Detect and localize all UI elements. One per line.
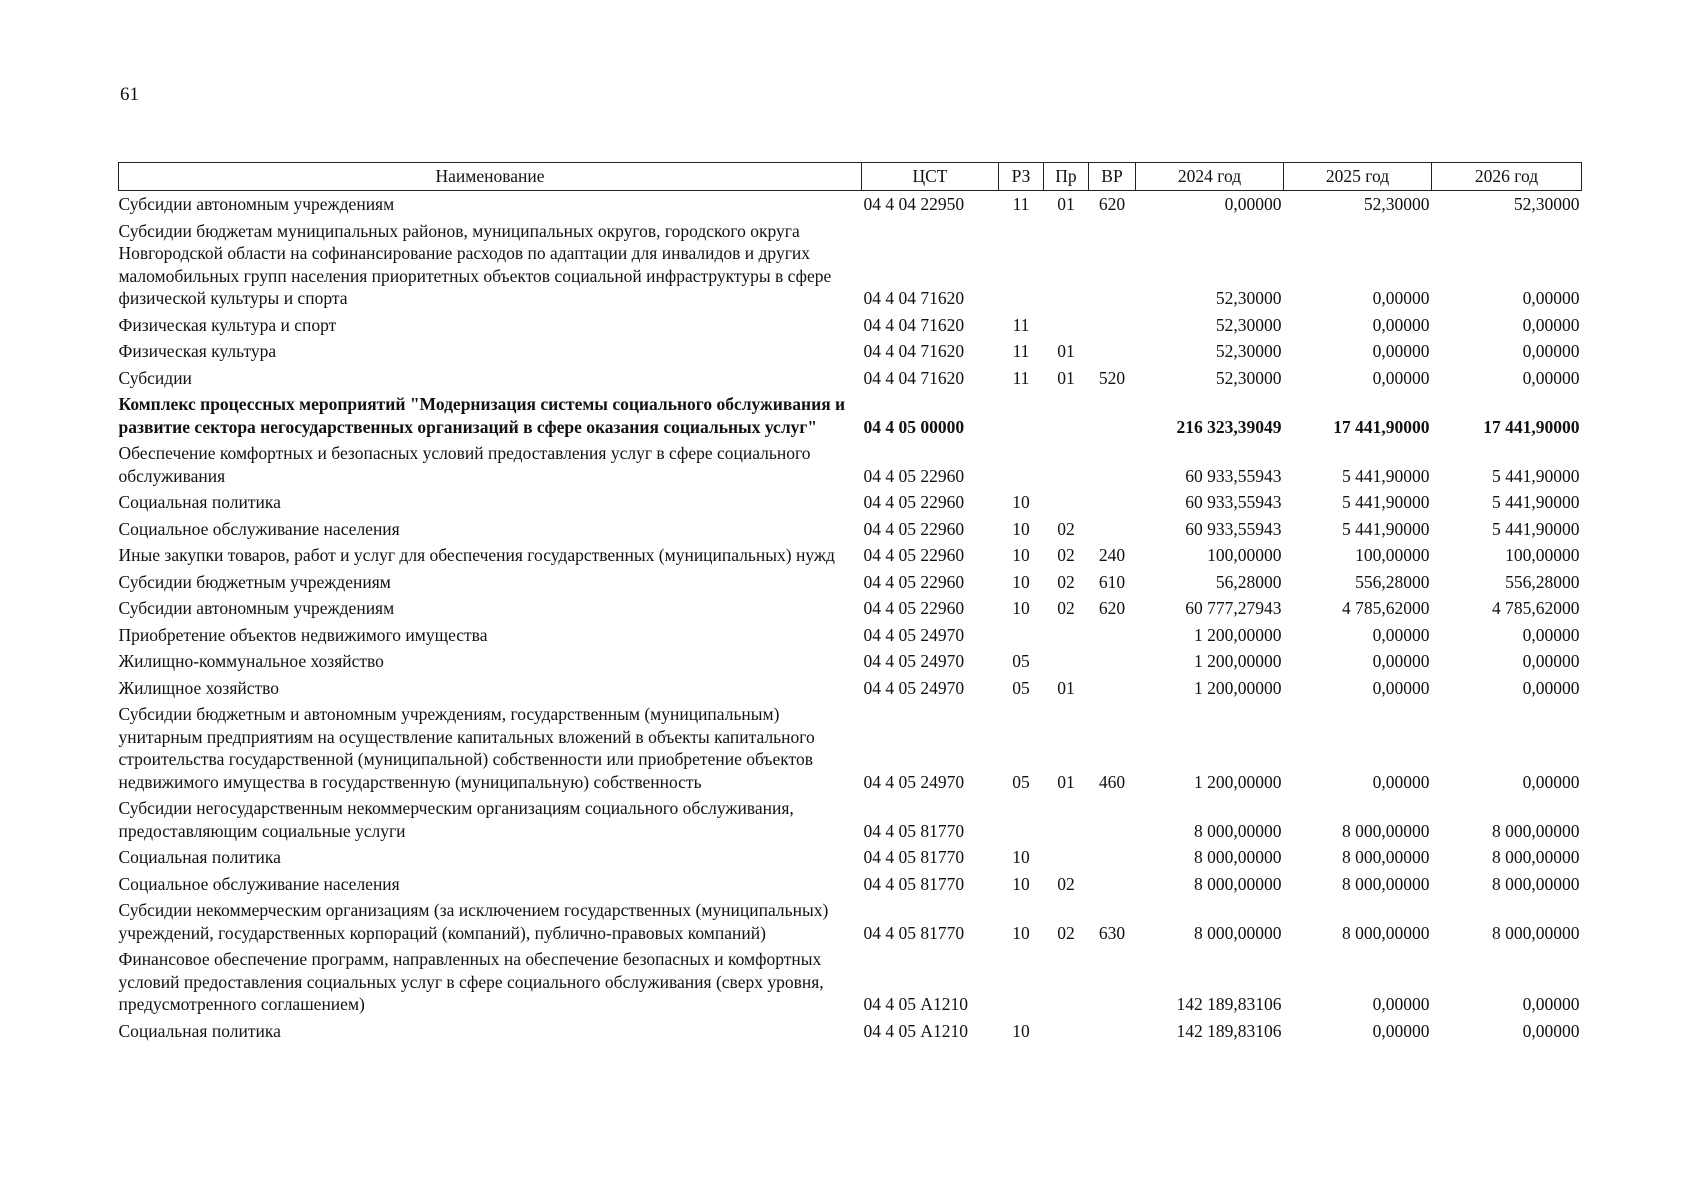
row-name: Жилищное хозяйство <box>118 677 280 698</box>
table-row <box>119 391 1582 440</box>
row-pr: 01 <box>1057 367 1075 388</box>
row-value-2026: 4 785,62000 <box>1492 598 1580 618</box>
header-2026: 2026 год <box>1432 163 1582 191</box>
header-vr: ВР <box>1089 163 1136 191</box>
row-cst: 04 4 04 71620 <box>863 314 965 335</box>
row-vr: 620 <box>1098 598 1126 618</box>
table-row <box>119 648 1582 675</box>
row-name: Субсидии бюджетным учреждениям <box>118 571 391 592</box>
row-rz: 05 <box>1012 651 1030 671</box>
row-vr <box>1089 675 1136 702</box>
table-row <box>119 701 1582 795</box>
row-vr: 240 <box>1098 545 1126 565</box>
row-value-2025: 0,00000 <box>1372 341 1430 361</box>
row-value-2024: 60 777,27943 <box>1185 598 1282 618</box>
table-row <box>119 1018 1582 1045</box>
row-value-2026: 100,00000 <box>1505 545 1580 565</box>
row-vr: 630 <box>1098 922 1126 943</box>
row-vr <box>1089 516 1136 543</box>
row-rz: 11 <box>1012 367 1030 388</box>
table-row <box>119 312 1582 339</box>
row-rz: 10 <box>1012 598 1030 618</box>
row-rz: 10 <box>1012 571 1030 592</box>
table-row <box>119 489 1582 516</box>
row-cst: 04 4 05 22960 <box>863 545 965 565</box>
row-value-2024: 0,00000 <box>1224 194 1282 214</box>
row-cst: 04 4 05 00000 <box>863 416 965 437</box>
row-value-2026: 0,00000 <box>1522 341 1580 361</box>
row-value-2026: 0,00000 <box>1522 314 1580 335</box>
row-name: Социальная политика <box>118 1020 281 1041</box>
row-cst: 04 4 05 А1210 <box>863 994 969 1014</box>
row-value-2025: 0,00000 <box>1372 994 1430 1014</box>
row-value-2026: 5 441,90000 <box>1492 465 1580 486</box>
row-rz <box>999 622 1044 649</box>
row-cst: 04 4 05 22960 <box>863 598 965 618</box>
row-value-2024: 1 200,00000 <box>1194 771 1282 792</box>
row-cst: 04 4 05 81770 <box>863 922 965 943</box>
row-rz: 11 <box>1012 341 1030 361</box>
row-name: Субсидии бюджетам муниципальных районов, муниципальных округов, городского округа Новгородской области на софинансирование расходов по адаптации для инвалидов и других маломобильных групп населения приоритетных объектов социальной инфраструктуры в сфере физической культуры и спорта <box>118 220 832 308</box>
row-value-2026: 0,00000 <box>1522 288 1580 308</box>
row-name: Субсидии автономным учреждениям <box>118 598 395 618</box>
row-name: Иные закупки товаров, работ и услуг для обеспечения государственных (муниципальных) нужд <box>118 545 835 565</box>
row-pr <box>1044 440 1089 489</box>
row-value-2026: 0,00000 <box>1522 367 1580 388</box>
row-rz: 10 <box>1012 518 1030 539</box>
row-cst: 04 4 05 22960 <box>863 465 965 486</box>
row-value-2026: 52,30000 <box>1513 194 1580 214</box>
header-cst: ЦСТ <box>862 163 999 191</box>
row-pr: 02 <box>1057 571 1075 592</box>
row-value-2026: 8 000,00000 <box>1492 873 1580 894</box>
row-name: Социальное обслуживание населения <box>118 873 400 894</box>
row-pr <box>1044 218 1089 312</box>
table-row <box>119 795 1582 844</box>
row-rz: 05 <box>1012 771 1030 792</box>
header-name: Наименование <box>119 163 862 191</box>
row-value-2025: 0,00000 <box>1372 1020 1430 1041</box>
row-pr <box>1044 946 1089 1018</box>
row-pr: 02 <box>1057 545 1075 565</box>
row-name: Комплекс процессных мероприятий "Модернизация системы социального обслуживания и развитие сектора негосударственных организаций в сфере оказания социальных услуг" <box>118 394 846 437</box>
row-vr: 520 <box>1098 367 1126 388</box>
row-pr <box>1044 312 1089 339</box>
row-pr: 01 <box>1057 677 1075 698</box>
row-pr: 02 <box>1057 873 1075 894</box>
row-name: Субсидии <box>118 367 192 388</box>
row-value-2024: 8 000,00000 <box>1194 873 1282 894</box>
row-pr <box>1044 1018 1089 1045</box>
row-value-2025: 0,00000 <box>1372 314 1430 335</box>
row-pr: 02 <box>1057 598 1075 618</box>
row-value-2025: 0,00000 <box>1372 771 1430 792</box>
row-value-2024: 52,30000 <box>1215 314 1282 335</box>
row-rz: 10 <box>1012 492 1030 512</box>
row-name: Приобретение объектов недвижимого имущества <box>118 624 488 645</box>
row-cst: 04 4 05 22960 <box>863 571 965 592</box>
table-row <box>119 569 1582 596</box>
row-rz: 11 <box>1012 314 1030 335</box>
row-rz <box>999 946 1044 1018</box>
row-name: Субсидии автономным учреждениям <box>118 194 395 214</box>
row-name: Жилищно-коммунальное хозяйство <box>118 651 384 671</box>
table-row <box>119 897 1582 946</box>
row-vr <box>1089 844 1136 871</box>
row-value-2024: 1 200,00000 <box>1194 677 1282 698</box>
table-row <box>119 542 1582 569</box>
row-value-2026: 8 000,00000 <box>1492 847 1580 867</box>
row-vr <box>1089 338 1136 365</box>
row-rz <box>999 218 1044 312</box>
row-name: Обеспечение комфортных и безопасных условий предоставления услуг в сфере социального обслуживания <box>118 443 811 486</box>
row-cst: 04 4 04 71620 <box>863 288 965 308</box>
row-vr <box>1089 489 1136 516</box>
table-row <box>119 595 1582 622</box>
row-value-2024: 60 933,55943 <box>1185 465 1282 486</box>
row-value-2025: 0,00000 <box>1372 677 1430 698</box>
row-value-2026: 0,00000 <box>1522 771 1580 792</box>
table-row <box>119 338 1582 365</box>
row-rz <box>999 391 1044 440</box>
header-2025: 2025 год <box>1284 163 1432 191</box>
row-vr: 620 <box>1098 194 1126 214</box>
row-pr <box>1044 795 1089 844</box>
row-value-2025: 8 000,00000 <box>1342 820 1430 841</box>
row-pr <box>1044 391 1089 440</box>
row-vr: 610 <box>1098 571 1126 592</box>
row-vr <box>1089 440 1136 489</box>
table-header-row <box>119 163 1582 191</box>
row-name: Социальное обслуживание населения <box>118 518 400 539</box>
row-vr <box>1089 946 1136 1018</box>
table-row <box>119 365 1582 392</box>
row-name: Субсидии некоммерческим организациям (за исключением государственных (муниципальных) учреждений, государственных корпораций (компаний), публично-правовых компаний) <box>118 900 829 943</box>
row-vr <box>1089 648 1136 675</box>
row-name: Субсидии негосударственным некоммерческим организациям социального обслуживания, предоставляющим социальные услуги <box>118 798 794 841</box>
row-value-2025: 8 000,00000 <box>1342 847 1430 867</box>
row-rz: 05 <box>1012 677 1030 698</box>
row-cst: 04 4 05 22960 <box>863 492 965 512</box>
row-value-2026: 5 441,90000 <box>1492 492 1580 512</box>
table-row <box>119 946 1582 1018</box>
row-value-2025: 556,28000 <box>1355 571 1430 592</box>
row-pr: 01 <box>1057 771 1075 792</box>
row-value-2024: 8 000,00000 <box>1194 922 1282 943</box>
row-vr <box>1089 795 1136 844</box>
row-value-2024: 56,28000 <box>1215 571 1282 592</box>
row-value-2026: 0,00000 <box>1522 1020 1580 1041</box>
row-value-2024: 8 000,00000 <box>1194 820 1282 841</box>
header-2024: 2024 год <box>1136 163 1284 191</box>
row-value-2024: 52,30000 <box>1215 341 1282 361</box>
row-cst: 04 4 05 81770 <box>863 847 965 867</box>
page-number: 61 <box>120 84 139 105</box>
header-rz: РЗ <box>999 163 1044 191</box>
row-cst: 04 4 04 71620 <box>863 341 965 361</box>
row-cst: 04 4 04 71620 <box>863 367 965 388</box>
table-body <box>119 191 1582 1045</box>
row-value-2025: 5 441,90000 <box>1342 465 1430 486</box>
row-name: Физическая культура <box>118 341 277 361</box>
table-row <box>119 440 1582 489</box>
table-row <box>119 516 1582 543</box>
table-row <box>119 191 1582 218</box>
row-value-2025: 8 000,00000 <box>1342 873 1430 894</box>
row-value-2026: 556,28000 <box>1505 571 1580 592</box>
row-pr <box>1044 622 1089 649</box>
row-value-2025: 17 441,90000 <box>1333 416 1430 437</box>
row-value-2025: 0,00000 <box>1372 288 1430 308</box>
row-pr: 02 <box>1057 518 1075 539</box>
row-rz: 10 <box>1012 545 1030 565</box>
row-value-2025: 4 785,62000 <box>1342 598 1430 618</box>
row-value-2026: 17 441,90000 <box>1483 416 1580 437</box>
row-value-2024: 1 200,00000 <box>1194 651 1282 671</box>
row-value-2025: 0,00000 <box>1372 651 1430 671</box>
header-pr: Пр <box>1044 163 1089 191</box>
row-rz <box>999 440 1044 489</box>
row-rz <box>999 795 1044 844</box>
row-cst: 04 4 05 81770 <box>863 873 965 894</box>
row-cst: 04 4 04 22950 <box>863 194 965 214</box>
row-value-2026: 0,00000 <box>1522 677 1580 698</box>
row-value-2024: 52,30000 <box>1215 367 1282 388</box>
row-pr <box>1044 844 1089 871</box>
row-value-2026: 0,00000 <box>1522 994 1580 1014</box>
budget-table <box>118 162 1582 1044</box>
row-value-2025: 5 441,90000 <box>1342 492 1430 512</box>
row-pr <box>1044 648 1089 675</box>
table-row <box>119 871 1582 898</box>
row-pr: 01 <box>1057 341 1075 361</box>
row-value-2024: 60 933,55943 <box>1185 518 1282 539</box>
row-name: Социальная политика <box>118 492 281 512</box>
row-name: Субсидии бюджетным и автономным учреждениям, государственным (муниципальным) унитарным предприятиям на осуществление капитальных вложений в объекты капитального строительства государственной (муниципальной) собственности или приобретение объектов недвижимого имущества в государственную (муниципальную) собственность <box>118 704 815 792</box>
row-rz: 11 <box>1012 194 1030 214</box>
row-value-2025: 0,00000 <box>1372 367 1430 388</box>
row-value-2025: 52,30000 <box>1363 194 1430 214</box>
row-value-2024: 1 200,00000 <box>1194 624 1282 645</box>
table-row <box>119 622 1582 649</box>
table-row <box>119 218 1582 312</box>
row-value-2026: 8 000,00000 <box>1492 922 1580 943</box>
row-value-2024: 8 000,00000 <box>1194 847 1282 867</box>
row-value-2025: 5 441,90000 <box>1342 518 1430 539</box>
row-vr <box>1089 218 1136 312</box>
row-vr <box>1089 1018 1136 1045</box>
table-row <box>119 844 1582 871</box>
row-rz: 10 <box>1012 873 1030 894</box>
row-name: Физическая культура и спорт <box>118 314 337 335</box>
row-rz: 10 <box>1012 1020 1030 1041</box>
row-value-2026: 0,00000 <box>1522 624 1580 645</box>
table-row <box>119 675 1582 702</box>
row-rz: 10 <box>1012 847 1030 867</box>
row-cst: 04 4 05 24970 <box>863 677 965 698</box>
row-vr <box>1089 391 1136 440</box>
row-value-2026: 5 441,90000 <box>1492 518 1580 539</box>
row-cst: 04 4 05 А1210 <box>863 1020 969 1041</box>
row-vr <box>1089 312 1136 339</box>
row-cst: 04 4 05 22960 <box>863 518 965 539</box>
row-pr <box>1044 489 1089 516</box>
row-value-2025: 100,00000 <box>1355 545 1430 565</box>
row-cst: 04 4 05 24970 <box>863 771 965 792</box>
row-vr <box>1089 871 1136 898</box>
row-value-2026: 8 000,00000 <box>1492 820 1580 841</box>
row-rz: 10 <box>1012 922 1030 943</box>
row-value-2025: 0,00000 <box>1372 624 1430 645</box>
row-pr: 02 <box>1057 922 1075 943</box>
row-value-2024: 100,00000 <box>1207 545 1282 565</box>
row-name: Социальная политика <box>118 847 281 867</box>
row-vr: 460 <box>1098 771 1126 792</box>
row-pr: 01 <box>1057 194 1075 214</box>
row-cst: 04 4 05 24970 <box>863 624 965 645</box>
row-value-2025: 8 000,00000 <box>1342 922 1430 943</box>
row-name: Финансовое обеспечение программ, направленных на обеспечение безопасных и комфортных условий предоставления социальных услуг в сфере социального обслуживания (сверх уровня, предусмотренного соглашением) <box>118 949 824 1014</box>
row-value-2024: 142 189,83106 <box>1176 994 1282 1014</box>
row-value-2024: 216 323,39049 <box>1176 416 1282 437</box>
row-value-2026: 0,00000 <box>1522 651 1580 671</box>
row-cst: 04 4 05 81770 <box>863 820 965 841</box>
row-vr <box>1089 622 1136 649</box>
row-value-2024: 60 933,55943 <box>1185 492 1282 512</box>
row-value-2024: 142 189,83106 <box>1176 1020 1282 1041</box>
row-cst: 04 4 05 24970 <box>863 651 965 671</box>
row-value-2024: 52,30000 <box>1215 288 1282 308</box>
